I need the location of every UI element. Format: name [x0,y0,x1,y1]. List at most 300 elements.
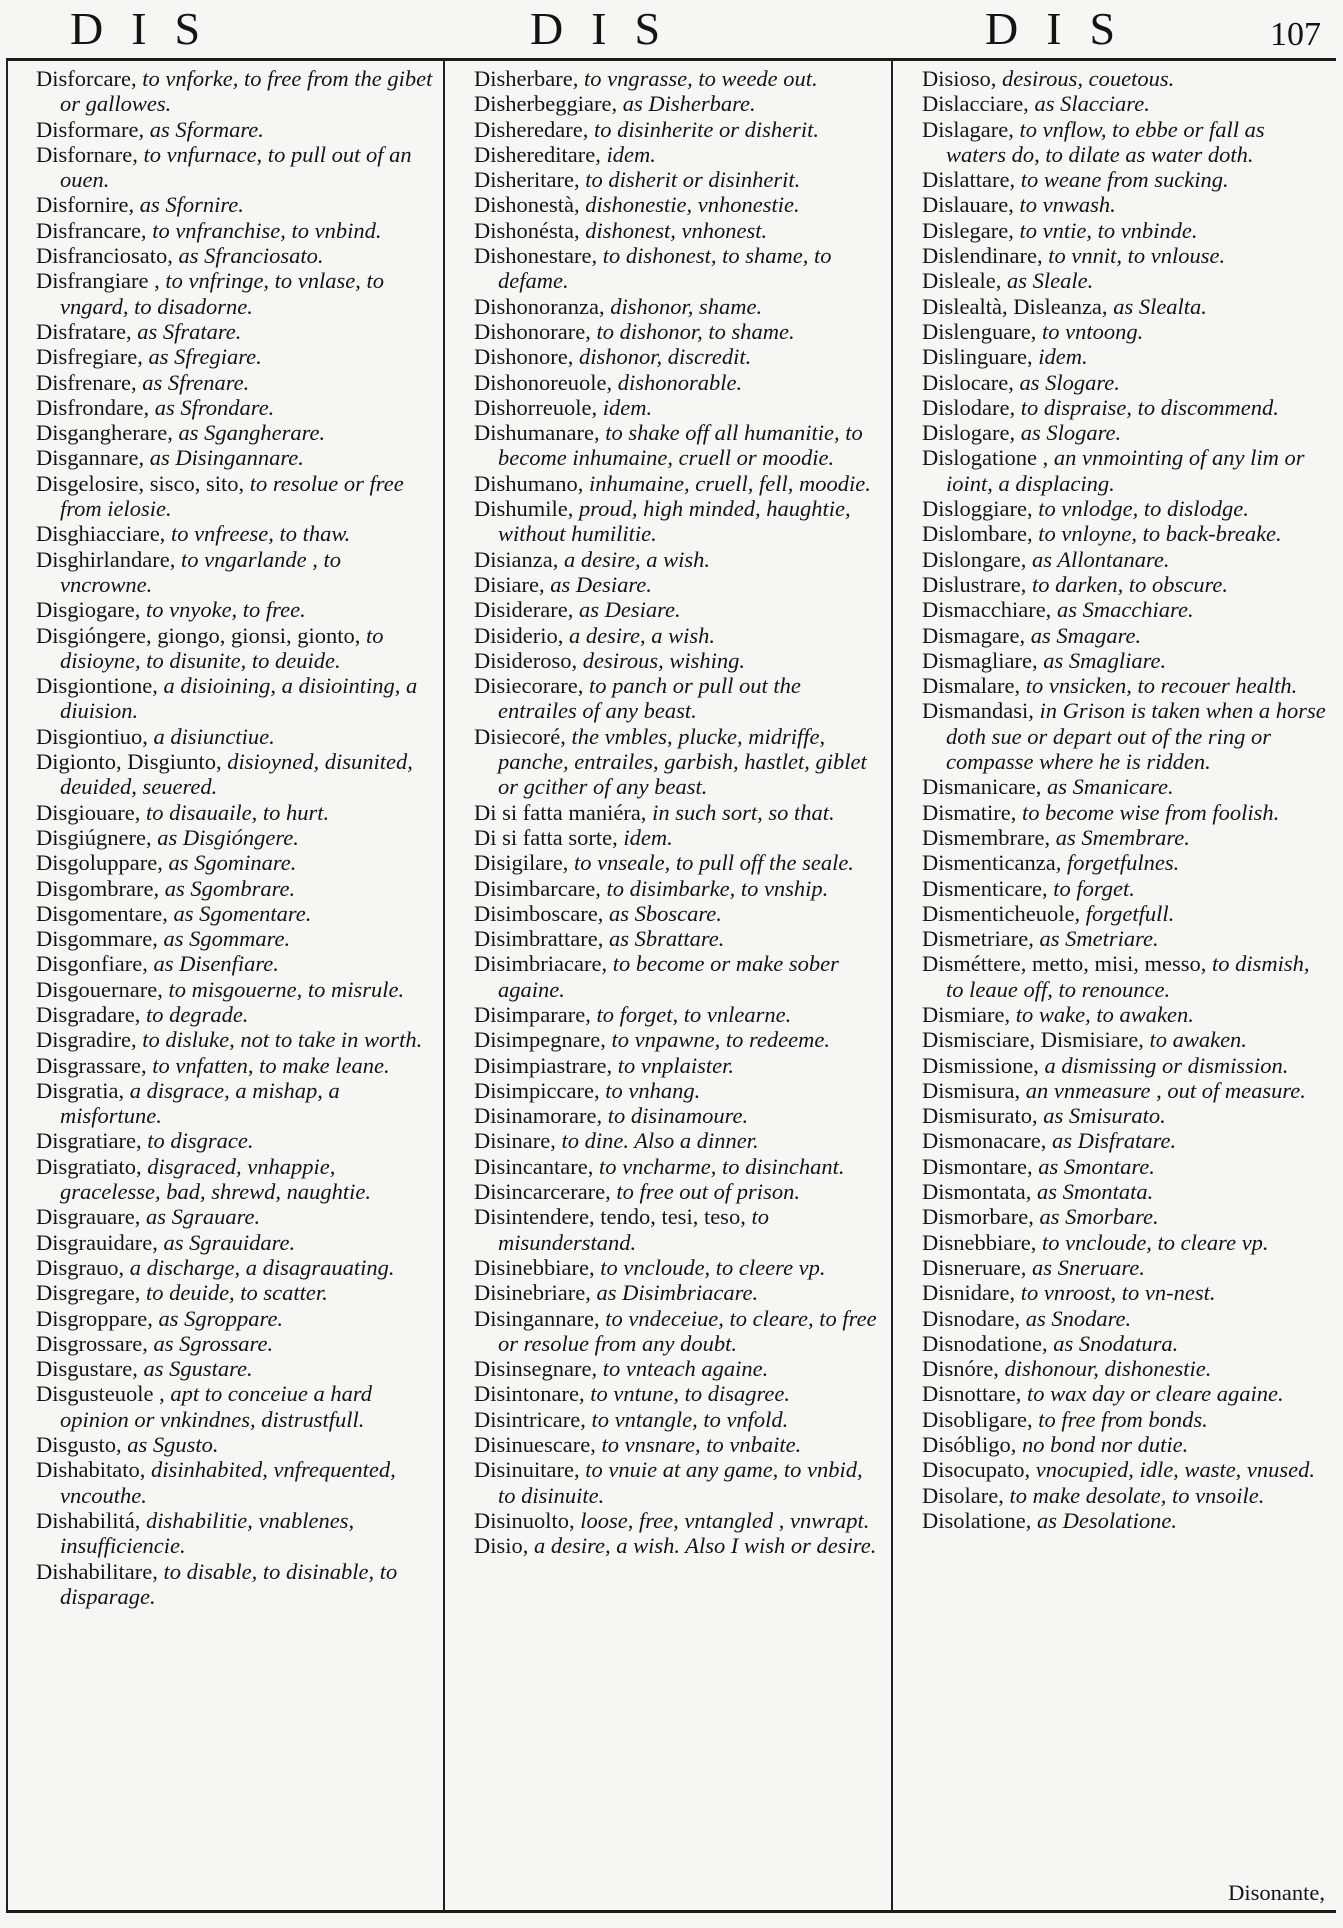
headword: Disinamorare, [474,1103,603,1129]
definition: as Disgióngere. [157,824,299,850]
dictionary-entry [36,623,436,674]
dictionary-entry [922,926,1330,951]
headword: Disgelosire, sisco, sito, [36,470,245,496]
headword: Disinuolto, [474,1507,575,1533]
definition: dishonor, shame. [610,293,763,319]
definition: as Sbrattare. [608,926,725,952]
headword: Disocupato, [922,1457,1031,1483]
headword: Disgrauare, [36,1204,141,1230]
definition: a disiunctiue. [153,723,275,749]
headword: Disimparare, [474,1001,591,1027]
headword: Disheritare, [474,167,580,193]
definition: a disgrace, a mishap, a misfortune. [60,1077,340,1129]
definition: to become or make sober againe. [498,951,839,1002]
definition: as Snodatura. [1053,1330,1179,1356]
definition: to vnplaister. [617,1052,734,1078]
definition: to vngarlande , to vncrowne. [60,546,341,597]
definition: as Sgomentare. [173,900,312,926]
definition: as Disimbriacare. [596,1280,759,1306]
headword: Disnóre, [922,1356,999,1382]
dictionary-entry [36,66,436,117]
definition: as Disfratare. [1051,1128,1177,1154]
dictionary-entry [474,117,884,142]
dictionary-entry [36,1078,436,1129]
dictionary-entry [922,1128,1330,1153]
dictionary-entry [474,395,884,420]
dictionary-entry [36,268,436,319]
headword: Dishonésta, [474,217,580,243]
headword: Disherbeggiare, [474,91,618,117]
definition: as Sgrossare. [153,1330,274,1356]
definition: as Smembrare. [1055,824,1190,850]
dictionary-entry [36,1053,436,1078]
headword: Disgrassare, [36,1052,147,1078]
dictionary-entry [474,1533,884,1558]
definition: as Sfrenare. [142,369,250,395]
dictionary-entry [922,623,1330,648]
definition: to darken, to obscure. [1031,571,1228,597]
headword: Disiecoré, [474,723,566,749]
dictionary-entry [922,876,1330,901]
dictionary-entry [922,648,1330,673]
headword: Di si fatta sorte, [474,824,618,850]
column-1 [36,66,436,1902]
dictionary-entry [474,951,884,1002]
dictionary-entry [474,1154,884,1179]
definition: dishonorable. [617,369,743,395]
headword: Disgannare, [36,445,145,471]
dictionary-entry [474,673,884,724]
definition: a dismissing or dismission. [1044,1052,1289,1078]
headword: Dismontare, [922,1153,1033,1179]
dictionary-entry [474,1508,884,1533]
definition: as Smontata. [1036,1179,1154,1205]
dictionary-entry [474,572,884,597]
headword: Dislenguare, [922,318,1037,344]
definition: to dispraise, to discommend. [1020,394,1279,420]
definition: to vncloude, to cleare vp. [1041,1229,1269,1255]
definition: to disgrace. [147,1128,254,1154]
definition: to wake, to awaken. [1015,1001,1194,1027]
dictionary-entry [474,496,884,547]
dictionary-entry [922,192,1330,217]
definition: to misgouerne, to misrule. [168,976,405,1002]
definition: to forget. [1053,875,1135,901]
headword: Disimpiccare, [474,1077,600,1103]
dictionary-entry [36,547,436,598]
definition: to free from bonds. [1038,1406,1208,1432]
headword: Disghiacciare, [36,521,166,547]
column-rule-outer-left [6,60,8,1912]
headword: Disinsegnare, [474,1356,598,1382]
definition: desirous, wishing. [582,647,746,673]
dictionary-entry [36,724,436,749]
definition: as Sneruare. [1031,1254,1145,1280]
dictionary-entry [36,1154,436,1205]
definition: to vnforke, to free from the gibet or gallowes. [60,66,433,117]
headword: Disio, [474,1533,529,1559]
headword: Dismontata, [922,1179,1032,1205]
definition: to vnloyne, to back-breake. [1038,521,1282,547]
headword: Dislodare, [922,394,1016,420]
definition: disgraced, vnhappie, gracelesse, bad, shrewd, naughtie. [60,1153,372,1205]
definition: to free out of prison. [616,1179,800,1205]
headword: Dishonoreuole, [474,369,613,395]
headword: Disimpegnare, [474,1027,606,1053]
definition: as Sfranciosato. [178,243,324,269]
headword: Disolare, [922,1482,1004,1508]
headword: Disfornire, [36,192,135,218]
definition: to dine. Also a dinner. [561,1128,759,1154]
dictionary-entry [922,597,1330,622]
dictionary-entry [922,1407,1330,1432]
dictionary-entry [922,698,1330,774]
definition: as Sgangherare. [178,420,326,446]
dictionary-entry [474,825,884,850]
headword: Dismissione, [922,1052,1039,1078]
definition: as Smontare. [1038,1153,1155,1179]
dictionary-entry [36,1432,436,1457]
dictionary-entry [474,901,884,926]
headword: Dishonore, [474,344,574,370]
dictionary-entry [922,66,1330,91]
dictionary-entry [474,1027,884,1052]
headword: Disgusto, [36,1432,122,1458]
dictionary-entry [922,445,1330,496]
dictionary-entry [474,142,884,167]
dictionary-entry [922,218,1330,243]
dictionary-entry [36,1280,436,1305]
definition: as Sfratare. [137,318,242,344]
headword: Disiecorare, [474,673,584,699]
definition: as Sgrauare. [145,1204,261,1230]
definition: as Snodare. [1025,1305,1132,1331]
dictionary-entry [36,395,436,420]
headword: Dismisura, [922,1077,1021,1103]
headword: Dislogatione , [922,445,1049,471]
dictionary-entry [474,876,884,901]
dictionary-entry [922,673,1330,698]
definition: an vnmointing of any lim or ioint, a displacing. [946,445,1305,496]
dictionary-entry [474,1381,884,1406]
dictionary-entry [474,243,884,294]
page-header [0,0,1343,62]
headword: Disianza, [474,546,559,572]
definition: to shake off all humanitie, to become inhumaine, cruell or moodie. [498,420,863,471]
headword: Disleale, [922,268,1002,294]
headword: Dismenticanza, [922,850,1062,876]
dictionary-entry [36,1356,436,1381]
headword: Dismisciare, Dismisiare, [922,1027,1144,1053]
definition: desirous, couetous. [1002,66,1175,91]
headword: Disgonfiare, [36,951,148,977]
headword: Disgiouare, [36,799,141,825]
headword: Disingannare, [474,1305,600,1331]
dictionary-entry [922,1053,1330,1078]
definition: as Sgrauidare. [163,1229,296,1255]
definition: as Smisurato. [1043,1103,1166,1129]
headword: Dismalare, [922,673,1021,699]
dictionary-entry [36,926,436,951]
definition: as Smacchiare. [1056,597,1194,623]
headword: Di si fatta maniéra, [474,799,647,825]
dictionary-entry [36,1255,436,1280]
dictionary-entry [922,1179,1330,1204]
headword: Dislocare, [922,369,1014,395]
definition: a desire, a wish. Also I wish or desire. [534,1533,877,1559]
dictionary-entry [474,294,884,319]
headword: Dishonoranza, [474,293,605,319]
headword: Dishonestare, [474,243,598,269]
headword: Disgustare, [36,1356,138,1382]
definition: a disioining, a disiointing, a diuision. [60,673,418,724]
definition: to vntangle, to vnfold. [591,1406,789,1432]
dictionary-entry [36,1027,436,1052]
footer-rule [6,1910,1336,1913]
headword: Disgomentare, [36,900,168,926]
definition: disinhabited, vnfrequented, vncouthe. [60,1457,396,1508]
definition: to disinamoure. [607,1103,749,1129]
headword: Dislagare, [922,116,1014,142]
headword: Disiderio, [474,622,564,648]
dictionary-entry [474,1457,884,1508]
dictionary-entry [474,547,884,572]
headword: Dismorbare, [922,1204,1034,1230]
dictionary-entry [474,1356,884,1381]
dictionary-entry [474,1053,884,1078]
headword: Disgrauidare, [36,1229,158,1255]
dictionary-entry [922,951,1330,1002]
dictionary-entry [922,117,1330,168]
dictionary-entry [36,319,436,344]
headword: Dishumano, [474,470,584,496]
headword: Disfrenare, [36,369,137,395]
dictionary-entry [474,344,884,369]
headword: Disfrangiare , [36,268,160,294]
dictionary-entry [922,91,1330,116]
definition: to vnsicken, to recouer health. [1025,673,1298,699]
dictionary-entry [474,1078,884,1103]
headword: Disnodare, [922,1305,1021,1331]
headword: Dishabilitá, [36,1507,141,1533]
headword: Disinebbiare, [474,1254,595,1280]
dictionary-entry [474,1204,884,1255]
headword: Disgrauo, [36,1254,125,1280]
definition: to vnlodge, to dislodge. [1038,496,1249,522]
headword: Disintendere, tendo, tesi, teso, [474,1204,746,1230]
definition: as Slogare. [1020,420,1122,446]
headword: Dislongare, [922,546,1027,572]
headword: Dislattare, [922,167,1016,193]
dictionary-entry [922,496,1330,521]
dictionary-entry [922,800,1330,825]
definition: as Desolatione. [1036,1507,1177,1533]
definition: an vnmeasure , out of measure. [1025,1077,1306,1103]
definition: in Grison is taken when a horse doth sue or depart out of the ring or compasse where he is ridden. [946,698,1326,775]
dictionary-entry [922,294,1330,319]
headword: Dislegare, [922,217,1014,243]
dictionary-entry [474,66,884,91]
headword: Disloggiare, [922,496,1033,522]
definition: apt to conceiue a hard opinion or vnkindnes, distrustfull. [60,1381,372,1432]
definition: a desire, a wish. [563,546,711,572]
dictionary-entry [36,1002,436,1027]
definition: forgetfulnes. [1066,850,1180,876]
dictionary-entry [922,395,1330,420]
dictionary-entry [922,1002,1330,1027]
definition: to forget, to vnlearne. [596,1001,792,1027]
dictionary-entry [36,445,436,470]
dictionary-entry [922,1078,1330,1103]
definition: as Desiare. [578,597,681,623]
dictionary-entry [922,1508,1330,1533]
headword: Digionto, Disgiunto, [36,749,222,775]
running-head-left: DIS [70,3,229,54]
dictionary-entry [36,673,436,724]
headword: Disnidare, [922,1280,1016,1306]
headword: Disincarcerare, [474,1179,611,1205]
headword: Dismacchiare, [922,597,1052,623]
definition: to vnhang. [605,1077,701,1103]
definition: to vncharme, to disinchant. [598,1153,845,1179]
definition: disioyned, disunited, deuided, seuered. [60,749,413,800]
headword: Disgrossare, [36,1330,148,1356]
definition: to vnroost, to vn-nest. [1020,1280,1216,1306]
definition: as Smorbare. [1039,1204,1159,1230]
definition: to dismish, to leaue off, to renounce. [946,951,1310,1002]
definition: to vnfurnace, to pull out of an ouen. [60,141,412,193]
headword: Disobligare, [922,1406,1033,1432]
dictionary-entry [36,420,436,445]
headword: Dismandasi, [922,698,1034,724]
definition: to weane from sucking. [1020,167,1229,193]
dictionary-entry [474,1280,884,1305]
headword: Dismatire, [922,799,1017,825]
headword: Disheredare, [474,116,589,142]
definition: dishonestie, vnhonestie. [585,192,800,218]
headword: Disgiontione, [36,673,158,699]
dictionary-entry [922,547,1330,572]
catchword: Disonante, [1228,1880,1325,1905]
dictionary-entry [922,850,1330,875]
definition: to vnflow, to ebbe or fall as waters do, to dilate as water doth. [946,116,1265,167]
headword: Disformare, [36,116,145,142]
dictionary-entry [922,521,1330,546]
headword: Disghirlandare, [36,546,176,572]
headword: Disideroso, [474,647,578,673]
headword: Dishabitato, [36,1457,146,1483]
definition: a desire, a wish. [569,622,716,648]
definition: as Allontanare. [1031,546,1170,572]
definition: a discharge, a disagrauating. [129,1254,395,1280]
dictionary-entry [36,142,436,193]
headword: Disgommare, [36,926,158,952]
headword: Disioso, [922,66,997,91]
definition: the vmbles, plucke, midriffe, panche, entrailes, garbish, hastlet, giblet or gcither of any beast. [498,723,867,800]
definition: idem. [1038,344,1088,370]
definition: to awaken. [1149,1027,1247,1053]
headword: Disgregare, [36,1280,141,1306]
dictionary-entry [474,192,884,217]
headword: Disolatione, [922,1507,1032,1533]
dictionary-entry [922,420,1330,445]
dictionary-entry [922,1356,1330,1381]
headword: Disintricare, [474,1406,586,1432]
header-rule [6,58,1336,61]
dictionary-entry [36,977,436,1002]
definition: as Sboscare. [608,900,722,926]
definition: as Disherbare. [622,91,756,117]
dictionary-entry [474,420,884,471]
dictionary-entry [474,800,884,825]
headword: Disinebriare, [474,1280,591,1306]
headword: Dismagliare, [922,647,1038,673]
definition: to vntie, to vnbinde. [1019,217,1198,243]
definition: to deuide, to scatter. [145,1280,328,1306]
headword: Disgoluppare, [36,850,163,876]
dictionary-entry [474,850,884,875]
headword: Dismenticare, [922,875,1048,901]
dictionary-entry [474,597,884,622]
definition: to vndeceiue, to cleare, to free or resolue from any doubt. [498,1305,877,1356]
definition: as Sgusto. [127,1432,219,1458]
headword: Dislauare, [922,192,1014,218]
definition: to wax day or cleare againe. [1026,1381,1284,1407]
definition: dishonest, vnhonest. [585,217,768,243]
definition: no bond nor dutie. [1022,1432,1189,1458]
dictionary-entry [474,218,884,243]
definition: to vnfringe, to vnlase, to vngard, to disadorne. [60,268,385,319]
definition: to dishonest, to shame, to defame. [498,243,832,294]
definition: vnocupied, idle, waste, vnused. [1035,1457,1316,1483]
headword: Disgradare, [36,1001,141,1027]
definition: to misunderstand. [498,1204,769,1255]
definition: to resolue or free from ielosie. [60,470,404,522]
definition: to disinherite or disherit. [593,116,819,142]
headword: Dismisurato, [922,1103,1038,1129]
headword: Dismenticheuole, [922,900,1081,926]
dictionary-entry [36,1306,436,1331]
definition: as Disenfiare. [153,951,279,977]
dictionary-entry [474,471,884,496]
dictionary-entry [922,1154,1330,1179]
headword: Disgombrare, [36,875,160,901]
definition: dishonour, dishonestie. [1004,1356,1212,1382]
definition: as Desiare. [550,571,652,597]
headword: Disgiontiuo, [36,723,148,749]
dictionary-entry [474,1407,884,1432]
definition: as Sgustare. [143,1356,253,1382]
headword: Disneruare, [922,1254,1027,1280]
headword: Disherbare, [474,66,579,91]
definition: idem. [602,394,653,420]
definition: to panch or pull out the entrailes of any beast. [498,673,801,724]
dictionary-entry [36,243,436,268]
headword: Dishereditare, [474,141,601,167]
definition: to degrade. [145,1001,249,1027]
dictionary-entry [36,1204,436,1229]
headword: Disóbligo, [922,1432,1017,1458]
definition: as Sleale. [1006,268,1094,294]
definition: in such sort, so that. [652,799,835,825]
dictionary-entry [36,1559,436,1610]
dictionary-entry [36,218,436,243]
dictionary-entry [36,825,436,850]
definition: to disioyne, to disunite, to deuide. [60,622,384,673]
definition: to vnwash. [1019,192,1116,218]
dictionary-entry [36,850,436,875]
headword: Disgratiare, [36,1128,142,1154]
